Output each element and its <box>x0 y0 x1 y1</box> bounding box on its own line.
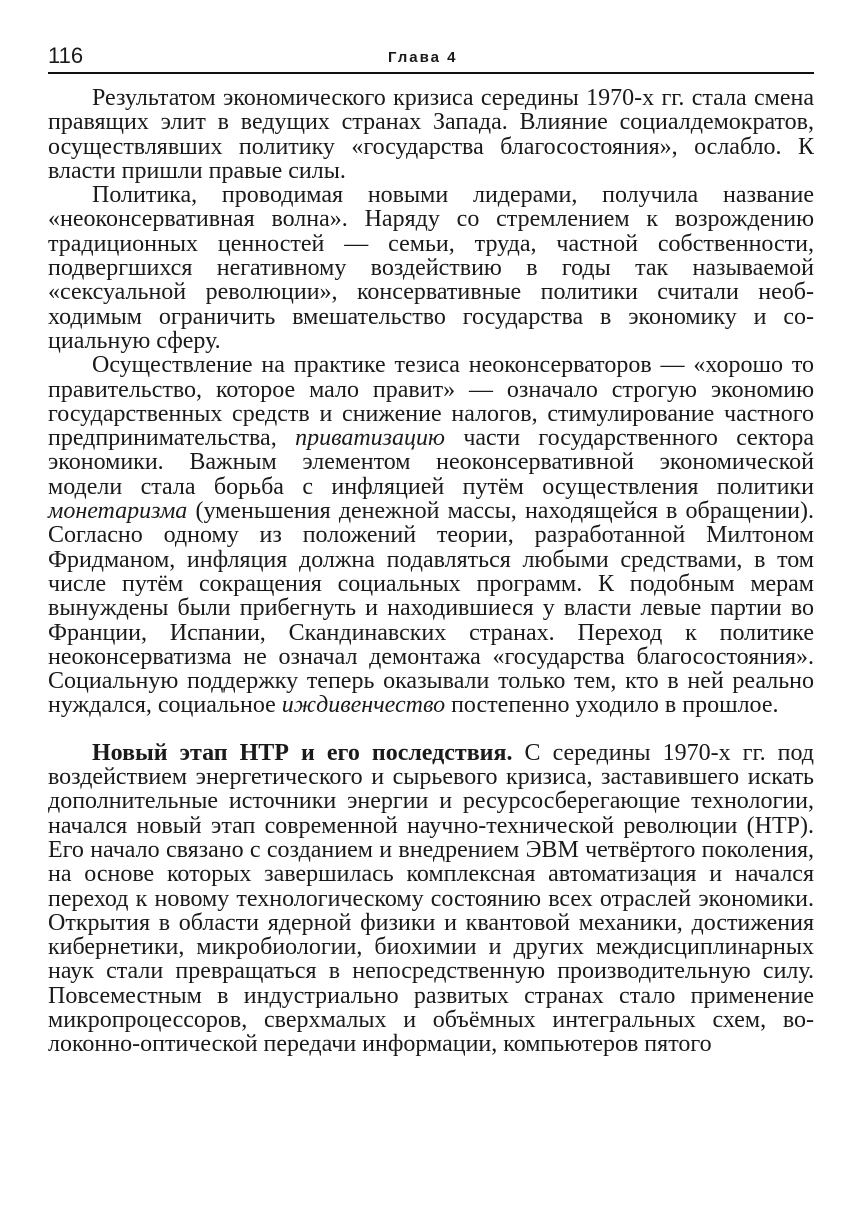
page-number: 116 <box>48 43 84 68</box>
paragraph-neoconservative-wave <box>48 183 814 353</box>
paragraph-text-part: Осуществление на практике тезиса неоконсерваторов — «хорошо то правительство, которое мало правит» — означало строгую экономию государственных средств и снижение налогов, стимулирование частного предпринимательства, <box>48 352 814 452</box>
term-privatization: приватизацию <box>295 425 445 452</box>
term-dependency: иждивенчество <box>281 692 446 719</box>
section-heading: Новый этап НТР и его последствия. <box>92 739 513 766</box>
term-monetarism: монетаризма <box>48 498 188 525</box>
page-header <box>48 42 814 74</box>
paragraph-new-str-stage <box>48 741 814 1057</box>
paragraph-text: Политика, проводимая новыми лидерами, получила название «неоконсервативная волна». Наряду со стремлением к возрождению традиционных ценностей — семьи, труда, частной собственности, подвергшихся негативному воздействию в годы так называемой «сексуальной революции», консервативные политики считали необходимым ограничить вмешательство государства в экономику и социальную сферу. <box>48 182 814 354</box>
paragraph-elite-change <box>48 86 814 183</box>
paragraph-neoconservative-policy <box>48 353 814 717</box>
paragraph-text: Результатом экономического кризиса середины 1970-х гг. стала смена правящих элит в ведущих странах Запада. Влияние социалдемократов, осуществлявших политику «государства благосостояния», ослабло. К власти пришли правые силы. <box>48 85 814 184</box>
paragraph-text-part: постепенно уходило в прошлое. <box>445 692 779 719</box>
chapter-title: Глава 4 <box>388 49 458 66</box>
paragraph-text-part: (уменьшения денежной массы, находящейся в обращении). Согласно одному из положений теории, разработанной Милтоном Фридманом, инфляция должна подавляться любыми средствами, в том числе путём сокращения социальных программ. К подобным мерам вынуждены были прибегнуть и находившиеся у власти левые партии во Франции, Испании, Скандинавских странах. Переход к политике неоконсерватизма не означал демонтажа «государства благосостояния». Социальную поддержку теперь оказывали только тем, кто в ней реально нуждался, социальное <box>48 498 814 719</box>
page-body <box>48 86 814 1057</box>
paragraph-text-part: части государственного сектора экономики. Важным элементом неоконсервативной экономической модели стала борьба с инфляцией путём осуществления политики <box>48 425 814 500</box>
paragraph-text: С середины 1970-х гг. под воздействием энергетического и сырьевого кризиса, заставившего искать дополнительные источники энергии и ресурсосберегающие технологии, начался новый этап современной научно-технической революции (НТР). Его начало связано с созданием и внедрением ЭВМ четвёртого поколения, на основе которых завершилась комплексная автоматизация и начался переход к новому технологическому состоянию всех отраслей экономики. Открытия в области ядерной физики и квантовой механики, достижения кибернетики, микробиологии, биохимии и других междисциплинарных наук стали превращаться в непосредственную производительную силу. Повсеместным в индустриально развитых странах стало применение микропроцессоров, сверхмалых и объёмных интегральных схем, волоконно-оптической передачи информации, компьютеров пятого <box>48 739 814 1058</box>
